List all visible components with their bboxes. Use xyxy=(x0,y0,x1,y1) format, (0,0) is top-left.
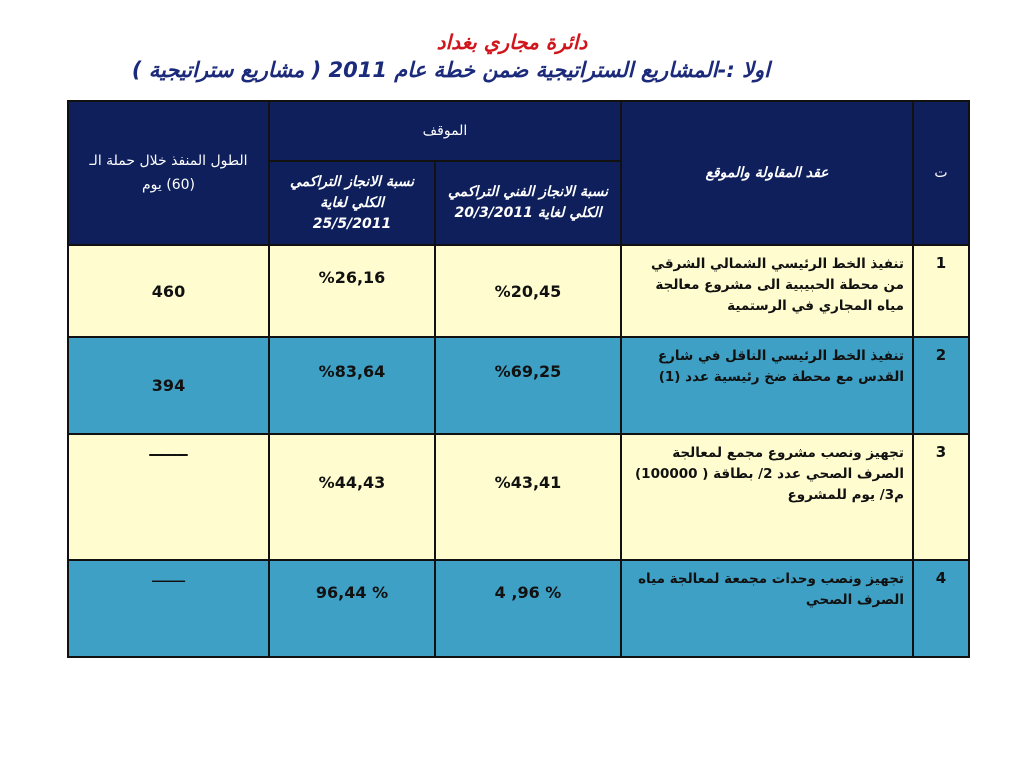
row-cum-progress: %83,64 xyxy=(269,337,435,434)
row-length: 394 xyxy=(68,337,269,434)
row-length: ـــــــ xyxy=(68,560,269,657)
header-status: الموقف xyxy=(269,101,621,161)
projects-table xyxy=(67,100,970,658)
header-tech-progress: نسبة الانجاز الفني التراكمي الكلي لغاية 20/3/2011 xyxy=(435,161,621,245)
row-description: تنفيذ الخط الرئيسي الناقل في شارع القدس مع محطة ضخ رئيسية عدد (1) xyxy=(621,337,913,434)
header-contract: عقد المقاولة والموقع xyxy=(621,101,913,245)
table-row xyxy=(68,245,969,337)
row-description: تجهيز ونصب مشروع مجمع لمعالجة الصرف الصحي عدد 2/ بطاقة ( 100000) م3/ يوم للمشروع xyxy=(621,434,913,560)
row-tech-progress: %69,25 xyxy=(435,337,621,434)
row-number: 1 xyxy=(913,245,969,337)
table-row xyxy=(68,434,969,560)
header-length: الطول المنفذ خلال حملة الـ (60) يوم xyxy=(68,101,269,245)
row-number: 2 xyxy=(913,337,969,434)
row-length: 460 xyxy=(68,245,269,337)
row-cum-progress: %44,43 xyxy=(269,434,435,560)
row-number: 3 xyxy=(913,434,969,560)
header-num: ت xyxy=(913,101,969,245)
row-tech-progress: %43,41 xyxy=(435,434,621,560)
row-tech-progress: % 96, 4 xyxy=(435,560,621,657)
row-description: تنفيذ الخط الرئيسي الشمالي الشرقي من محطة الحبيبية الى مشروع معالجة مياه المجاري في الرستمية xyxy=(621,245,913,337)
header-cum-progress: نسبة الانجاز التراكمي الكلي لغاية 25/5/2011 xyxy=(269,161,435,245)
row-description: تجهيز ونصب وحدات مجمعة لمعالجة مياه الصرف الصحي xyxy=(621,560,913,657)
row-tech-progress: %20,45 xyxy=(435,245,621,337)
row-cum-progress: % 96,44 xyxy=(269,560,435,657)
row-number: 4 xyxy=(913,560,969,657)
page-subtitle: اولا :-المشاريع الستراتيجية ضمن خطة عام 2011 ( مشاريع ستراتيجية ) xyxy=(131,58,770,82)
table-row xyxy=(68,560,969,657)
row-length: ـــــــ xyxy=(68,434,269,560)
page-title: دائرة مجاري بغداد xyxy=(436,30,588,54)
table-row xyxy=(68,337,969,434)
row-cum-progress: %26,16 xyxy=(269,245,435,337)
